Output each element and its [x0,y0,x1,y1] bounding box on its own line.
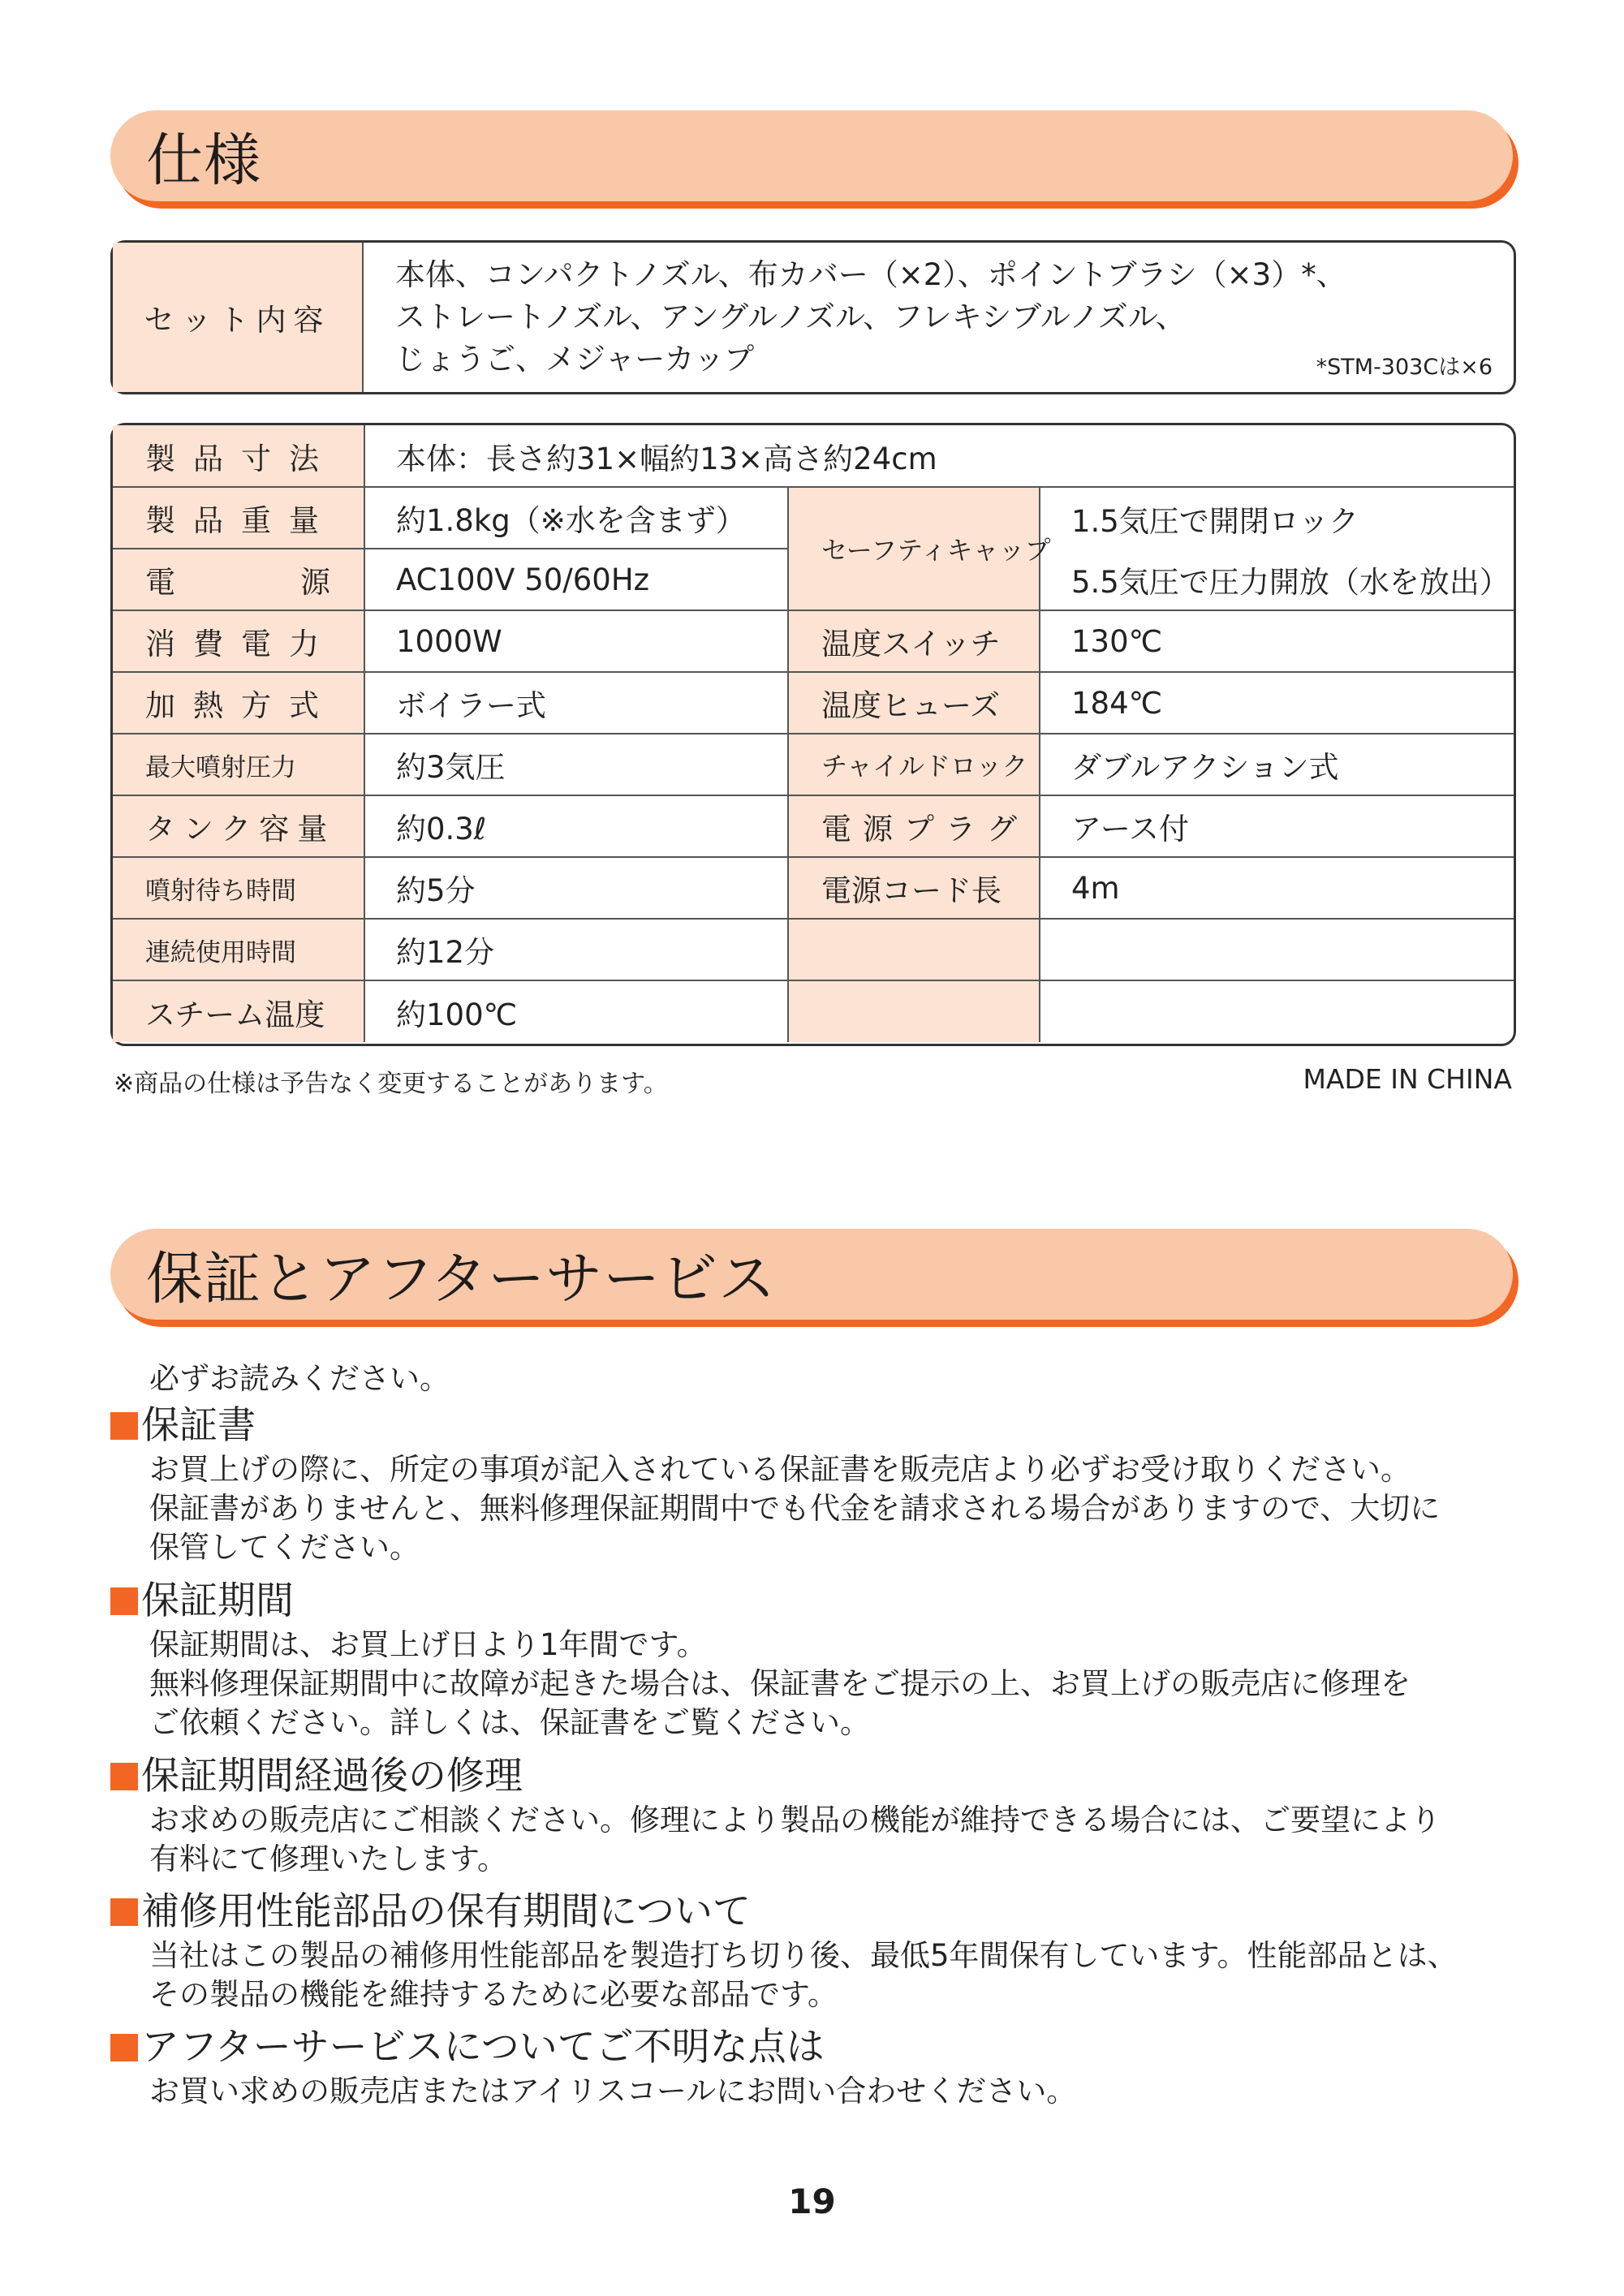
spec-value: 約0.3ℓ [364,795,788,857]
square-bullet-icon [110,1763,138,1790]
table-row [113,857,1514,919]
spec-value: 本体：長さ約31×幅約13×高さ約24cm [364,425,1514,487]
spec-label: 電源プラグ [788,795,1040,857]
warranty-section-title: 保証とアフターサービス [146,1245,777,1312]
warranty-item [110,1752,1514,1879]
square-bullet-icon [110,1898,138,1926]
warranty-item-title [110,1402,1514,1450]
warranty-item-body [149,1450,1514,1567]
warranty-item-title-text: アフターサービスについてご不明な点は [141,2025,825,2070]
warranty-line: 有料にて修理いたします。 [149,1842,508,1876]
spec-label: 連続使用時間 [113,919,364,980]
warranty-item-title-text: 保証書 [141,1403,256,1448]
spec-value: 約100℃ [364,980,788,1042]
warranty-item-title-text: 保証期間 [141,1579,294,1623]
warranty-line: その製品の機能を維持するために必要な部品です。 [149,1977,838,2012]
spec-table [113,425,1514,1042]
warranty-item [110,1402,1514,1567]
spec-value: 4m [1040,857,1514,919]
spec-label: 温度スイッチ [788,610,1040,672]
spec-label: 電源コード長 [788,857,1040,919]
warranty-item [110,1888,1514,2014]
set-contents-line: 本体、コンパクトノズル、布カバー（×2）、ポイントブラシ（×3）*、 [395,257,1346,292]
spec-value: アース付 [1040,795,1514,857]
spec-label: タンク容量 [113,795,364,857]
warranty-item-body [149,1626,1514,1742]
spec-label: 噴射待ち時間 [113,857,364,919]
warranty-item-body [149,1801,1514,1879]
warranty-item-title [110,2023,1514,2072]
spec-value: 130℃ [1040,610,1514,672]
spec-label: 製品寸法 [113,425,364,487]
spec-value: ボイラー式 [364,672,788,734]
set-contents-list [395,254,1346,381]
spec-label: 消費電力 [113,610,364,672]
warranty-item [110,2023,1514,2111]
table-row [113,672,1514,734]
warranty-line: 保証期間は、お買上げ日より1年間です。 [149,1627,707,1662]
spec-label: 最大噴射圧力 [113,734,364,795]
warranty-line: 無料修理保証期間中に故障が起きた場合は、保証書をご提示の上、お買上げの販売店に修理を [149,1666,1411,1701]
warranty-line: お買い求めの販売店またはアイリスコールにお問い合わせください。 [149,2074,1077,2109]
warranty-item-title [110,1752,1514,1801]
warranty-item-body [149,2072,1514,2111]
spec-value: 約3気圧 [364,734,788,795]
table-row [113,795,1514,857]
spec-label: 製品重量 [113,487,364,549]
spec-label-text: 電源 [145,565,455,600]
warranty-line: ご依頼ください。詳しくは、保証書をご覧ください。 [149,1705,870,1740]
spec-label: 温度ヒューズ [788,672,1040,734]
spec-value: 5.5気圧で圧力開放（水を放出） [1040,549,1514,610]
empty-cell [788,980,1040,1042]
warranty-item-title [110,1577,1514,1626]
empty-cell [788,919,1040,980]
spec-value: 約1.8kg（※水を含まず） [364,487,788,549]
spec-value: 約12分 [364,919,788,980]
empty-cell [1040,980,1514,1042]
set-contents-note: *STM-303Cは×6 [1316,355,1493,380]
spec-label: セーフティキャップ [788,487,1040,610]
warranty-line: 当社はこの製品の補修用性能部品を製造打ち切り後、最低5年間保有しています。性能部品とは、 [149,1938,1458,1973]
empty-cell [1040,919,1514,980]
set-contents-line: ストレートノズル、アングルノズル、フレキシブルノズル、 [395,299,1186,334]
page-number: 19 [788,2182,836,2221]
spec-value: 1000W [364,610,788,672]
spec-change-notice: ※商品の仕様は予告なく変更することがあります。 [114,1070,668,1098]
square-bullet-icon [110,1587,138,1615]
warranty-item [110,1577,1514,1742]
spec-value: 1.5気圧で開閉ロック [1071,503,1359,539]
table-row [113,919,1514,980]
set-contents-label: セット内容 [113,243,364,392]
made-in-label: MADE IN CHINA [1303,1063,1512,1095]
table-row [113,980,1514,1042]
set-contents-box [110,240,1516,394]
square-bullet-icon [110,1412,138,1440]
warranty-item-title [110,1888,1514,1936]
warranty-item-body [149,1936,1514,2014]
spec-label [113,549,455,610]
table-row [113,425,1514,487]
spec-label: スチーム温度 [113,980,364,1042]
warranty-intro: 必ずお読みください。 [149,1361,450,1396]
spec-value: 約5分 [364,857,788,919]
warranty-section-header [110,1229,1513,1320]
spec-value: ダブルアクション式 [1040,734,1514,795]
warranty-line: 保管してください。 [149,1530,420,1565]
table-row [113,610,1514,672]
warranty-line: 保証書がありませんと、無料修理保証期間中でも代金を請求される場合がありますので、大切に [149,1491,1441,1526]
warranty-item-title-text: 補修用性能部品の保有期間について [141,1889,752,1934]
spec-label: チャイルドロック [788,734,1040,795]
table-row [113,487,1514,549]
warranty-line: お求めの販売店にご相談ください。修理により製品の機能が維持できる場合には、ご要望により [149,1803,1441,1837]
table-row [113,734,1514,795]
warranty-item-title-text: 保証期間経過後の修理 [141,1754,523,1798]
square-bullet-icon [110,2034,138,2061]
spec-label: 加熱方式 [113,672,364,734]
set-contents-line: じょうご、メジャーカップ [395,342,755,377]
spec-section-header [110,110,1513,201]
spec-value: AC100V 50/60Hz [364,549,788,610]
spec-section-title: 仕様 [146,127,261,194]
spec-table-box [110,423,1516,1046]
warranty-line: お買上げの際に、所定の事項が記入されている保証書を販売店より必ずお受け取りください。 [149,1452,1411,1487]
spec-value: 184℃ [1040,672,1514,734]
